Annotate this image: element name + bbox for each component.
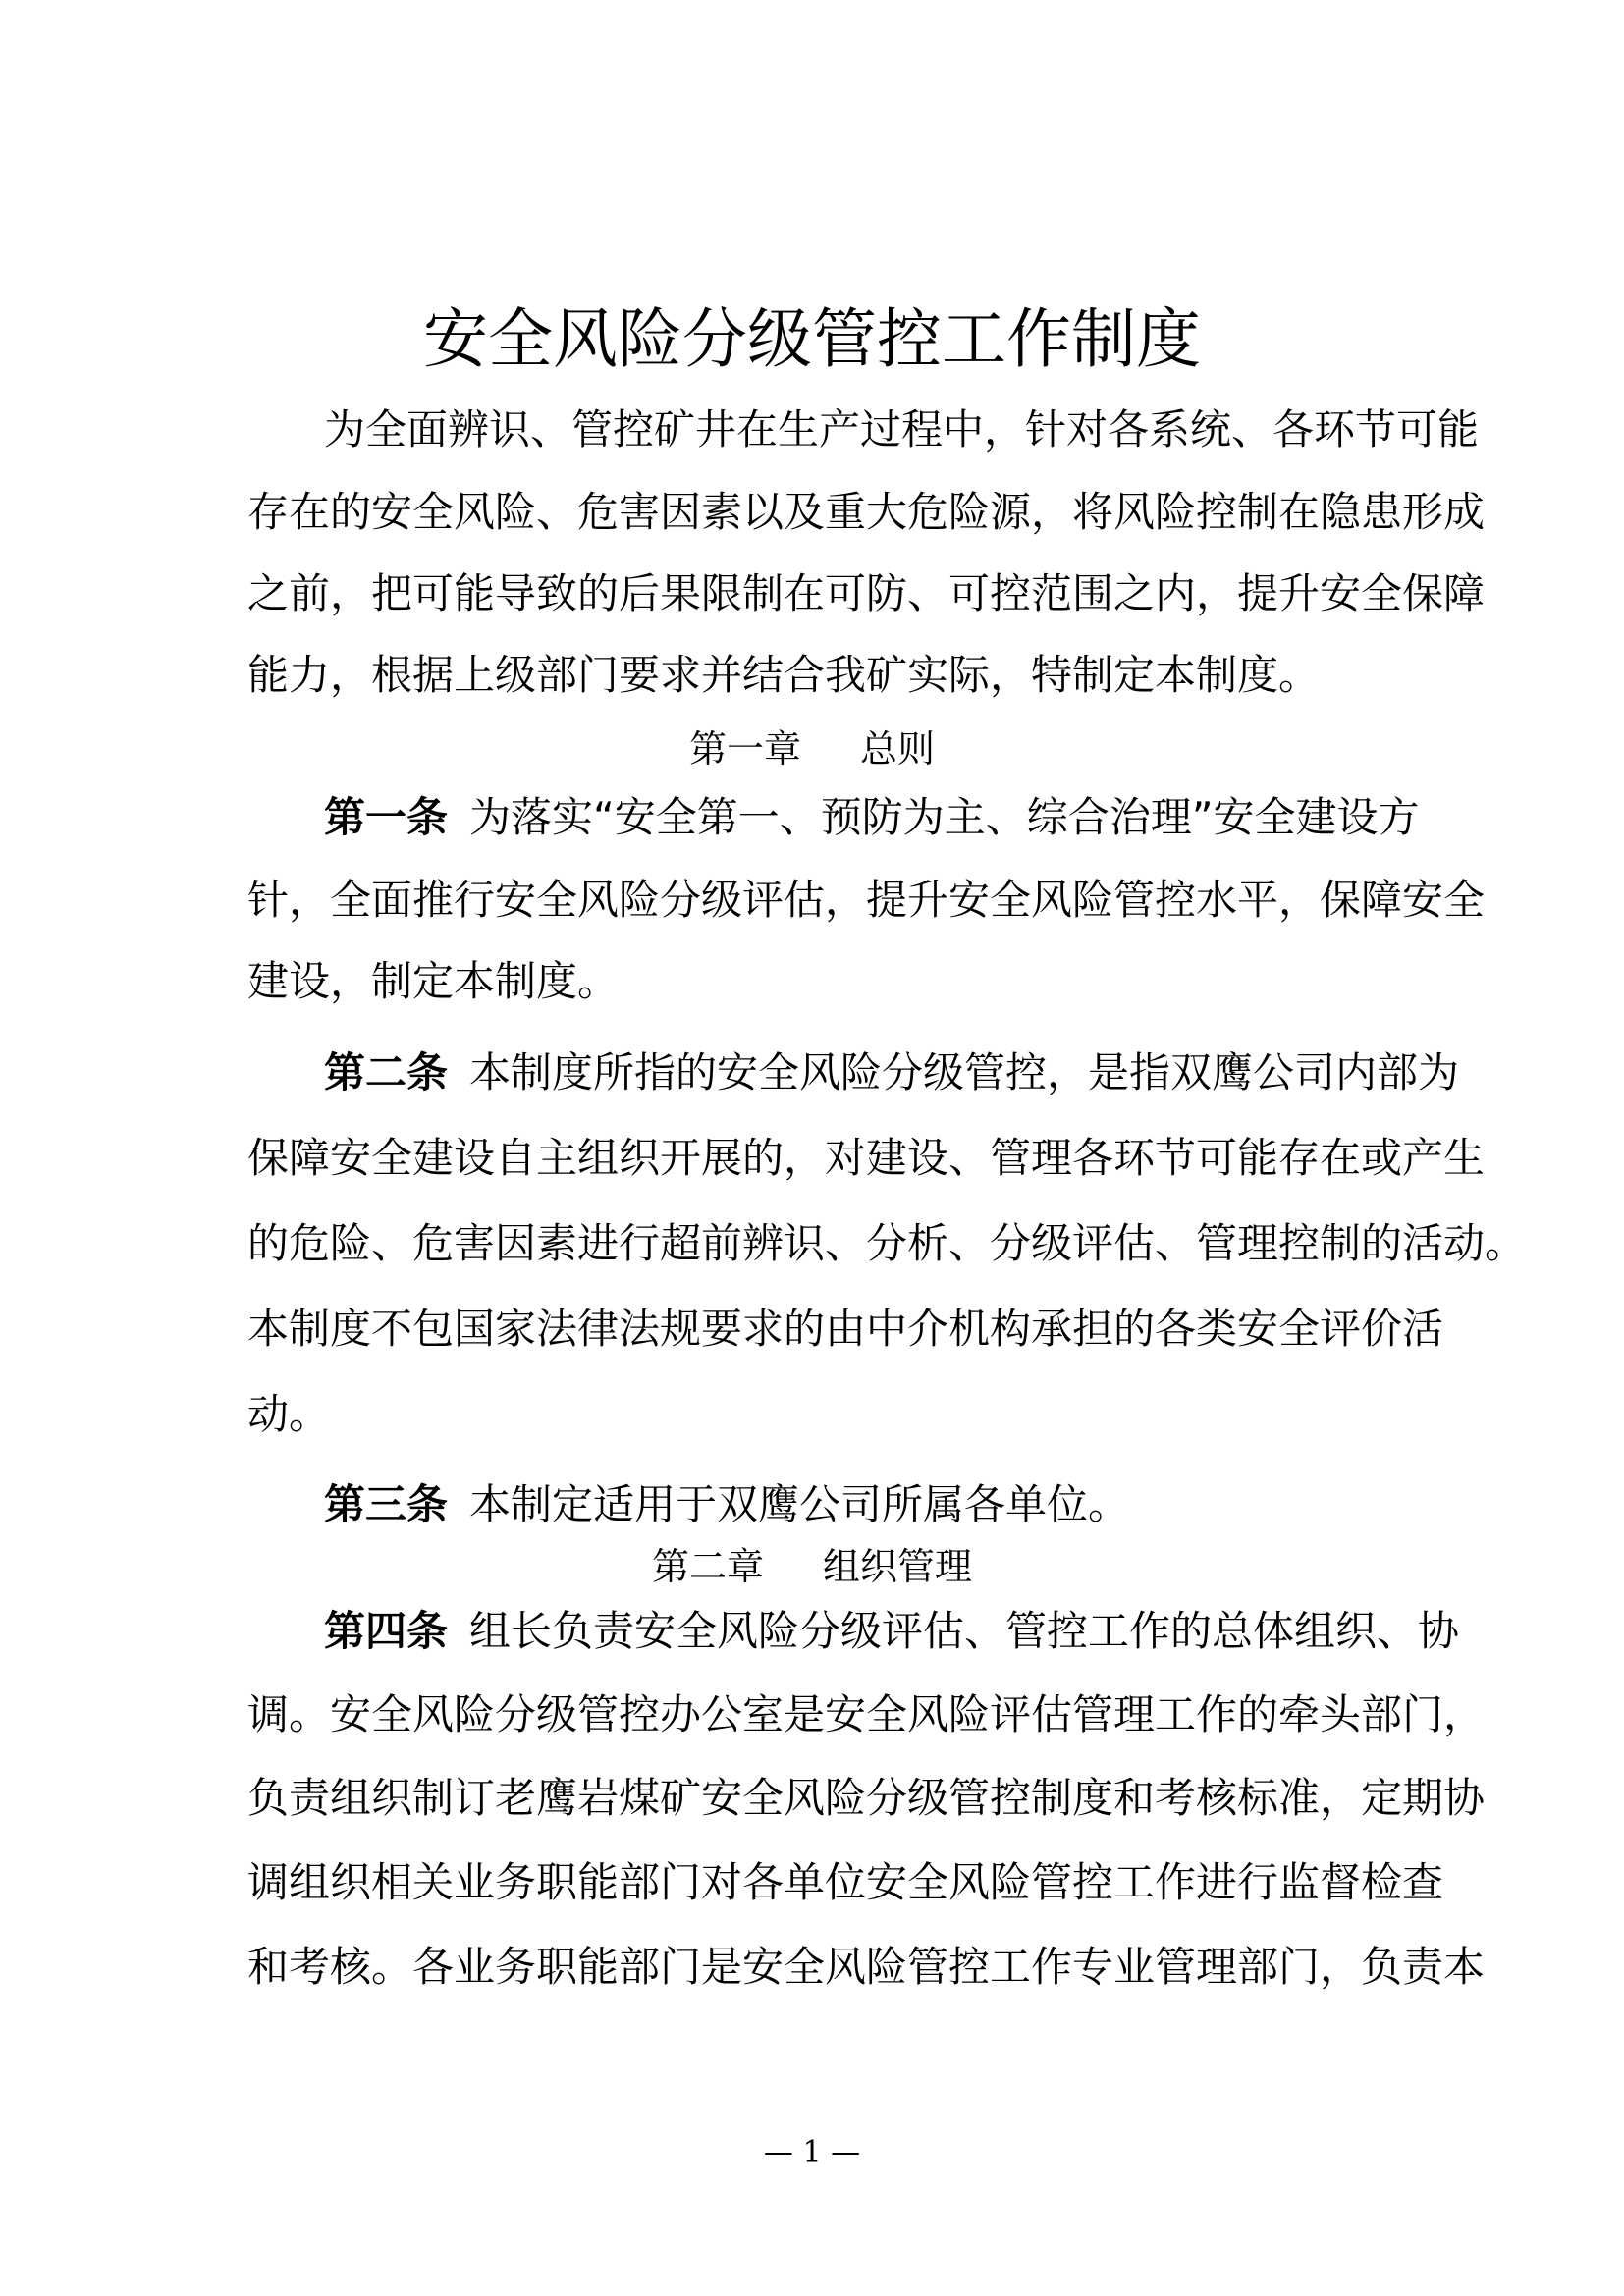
chapter-2-name: 组织管理 <box>823 1545 973 1588</box>
intro-line-1: 为全面辨识、管控矿井在生产过程中，针对各系统、各环节可能 <box>324 405 1480 454</box>
article-4-line-4: 调组织相关业务职能部门对各单位安全风险管控工作进行监督检查 <box>247 1858 1444 1906</box>
article-3-label: 第三条 <box>324 1480 449 1528</box>
article-2-text-1: 本制度所指的安全风险分级管控，是指双鹰公司内部为 <box>469 1048 1460 1096</box>
chapter-1-name: 总则 <box>860 727 936 771</box>
article-2-line-1 <box>324 1048 1460 1097</box>
article-4-line-2: 调。安全风险分级管控办公室是安全风险评估管理工作的牵头部门， <box>247 1690 1486 1738</box>
article-4-line-3: 负责组织制订老鹰岩煤矿安全风险分级管控制度和考核标准，定期协 <box>247 1774 1486 1822</box>
document-title: 安全风险分级管控工作制度 <box>423 301 1201 377</box>
article-1-label: 第一条 <box>324 793 449 841</box>
article-3-line-1 <box>324 1480 1386 1529</box>
chapter-1-number: 第一章 <box>688 727 801 771</box>
intro-line-3: 之前，把可能导致的后果限制在可防、可控范围之内，提升安全保障 <box>247 569 1486 617</box>
article-2-line-2: 保障安全建设自主组织开展的，对建设、管理各环节可能存在或产生 <box>247 1134 1486 1182</box>
article-4-line-5: 和考核。各业务职能部门是安全风险管控工作专业管理部门，负责本 <box>247 1943 1486 1991</box>
chapter-2-number: 第二章 <box>651 1545 764 1588</box>
chapter-heading-1 <box>0 726 1624 772</box>
article-1-line-2: 针，全面推行安全风险分级评估，提升安全风险管控水平，保障安全 <box>247 876 1486 924</box>
intro-line-2: 存在的安全风险、危害因素以及重大危险源，将风险控制在隐患形成 <box>247 488 1486 536</box>
article-3-text-1: 本制定适用于双鹰公司所属各单位。 <box>469 1480 1130 1528</box>
article-4-label: 第四条 <box>324 1607 449 1655</box>
article-2-label: 第二条 <box>324 1048 449 1096</box>
article-1-text-1: 为落实“安全第一、预防为主、综合治理”安全建设方 <box>469 793 1420 841</box>
article-4-line-1 <box>324 1607 1460 1656</box>
intro-line-4: 能力，根据上级部门要求并结合我矿实际，特制定本制度。 <box>247 651 1321 699</box>
article-2-line-3: 的危险、危害因素进行超前辨识、分析、分级评估、管理控制的活动。 <box>247 1219 1527 1267</box>
page-number: — 1 — <box>763 2135 861 2169</box>
article-2-line-4: 本制度不包国家法律法规要求的由中介机构承担的各类安全评价活 <box>247 1305 1444 1353</box>
article-1-line-1 <box>324 793 1420 842</box>
article-1-line-3: 建设，制定本制度。 <box>247 957 620 1005</box>
article-2-line-5: 动。 <box>247 1390 331 1438</box>
chapter-heading-2 <box>0 1544 1624 1589</box>
article-4-text-1: 组长负责安全风险分级评估、管控工作的总体组织、协 <box>469 1607 1460 1655</box>
